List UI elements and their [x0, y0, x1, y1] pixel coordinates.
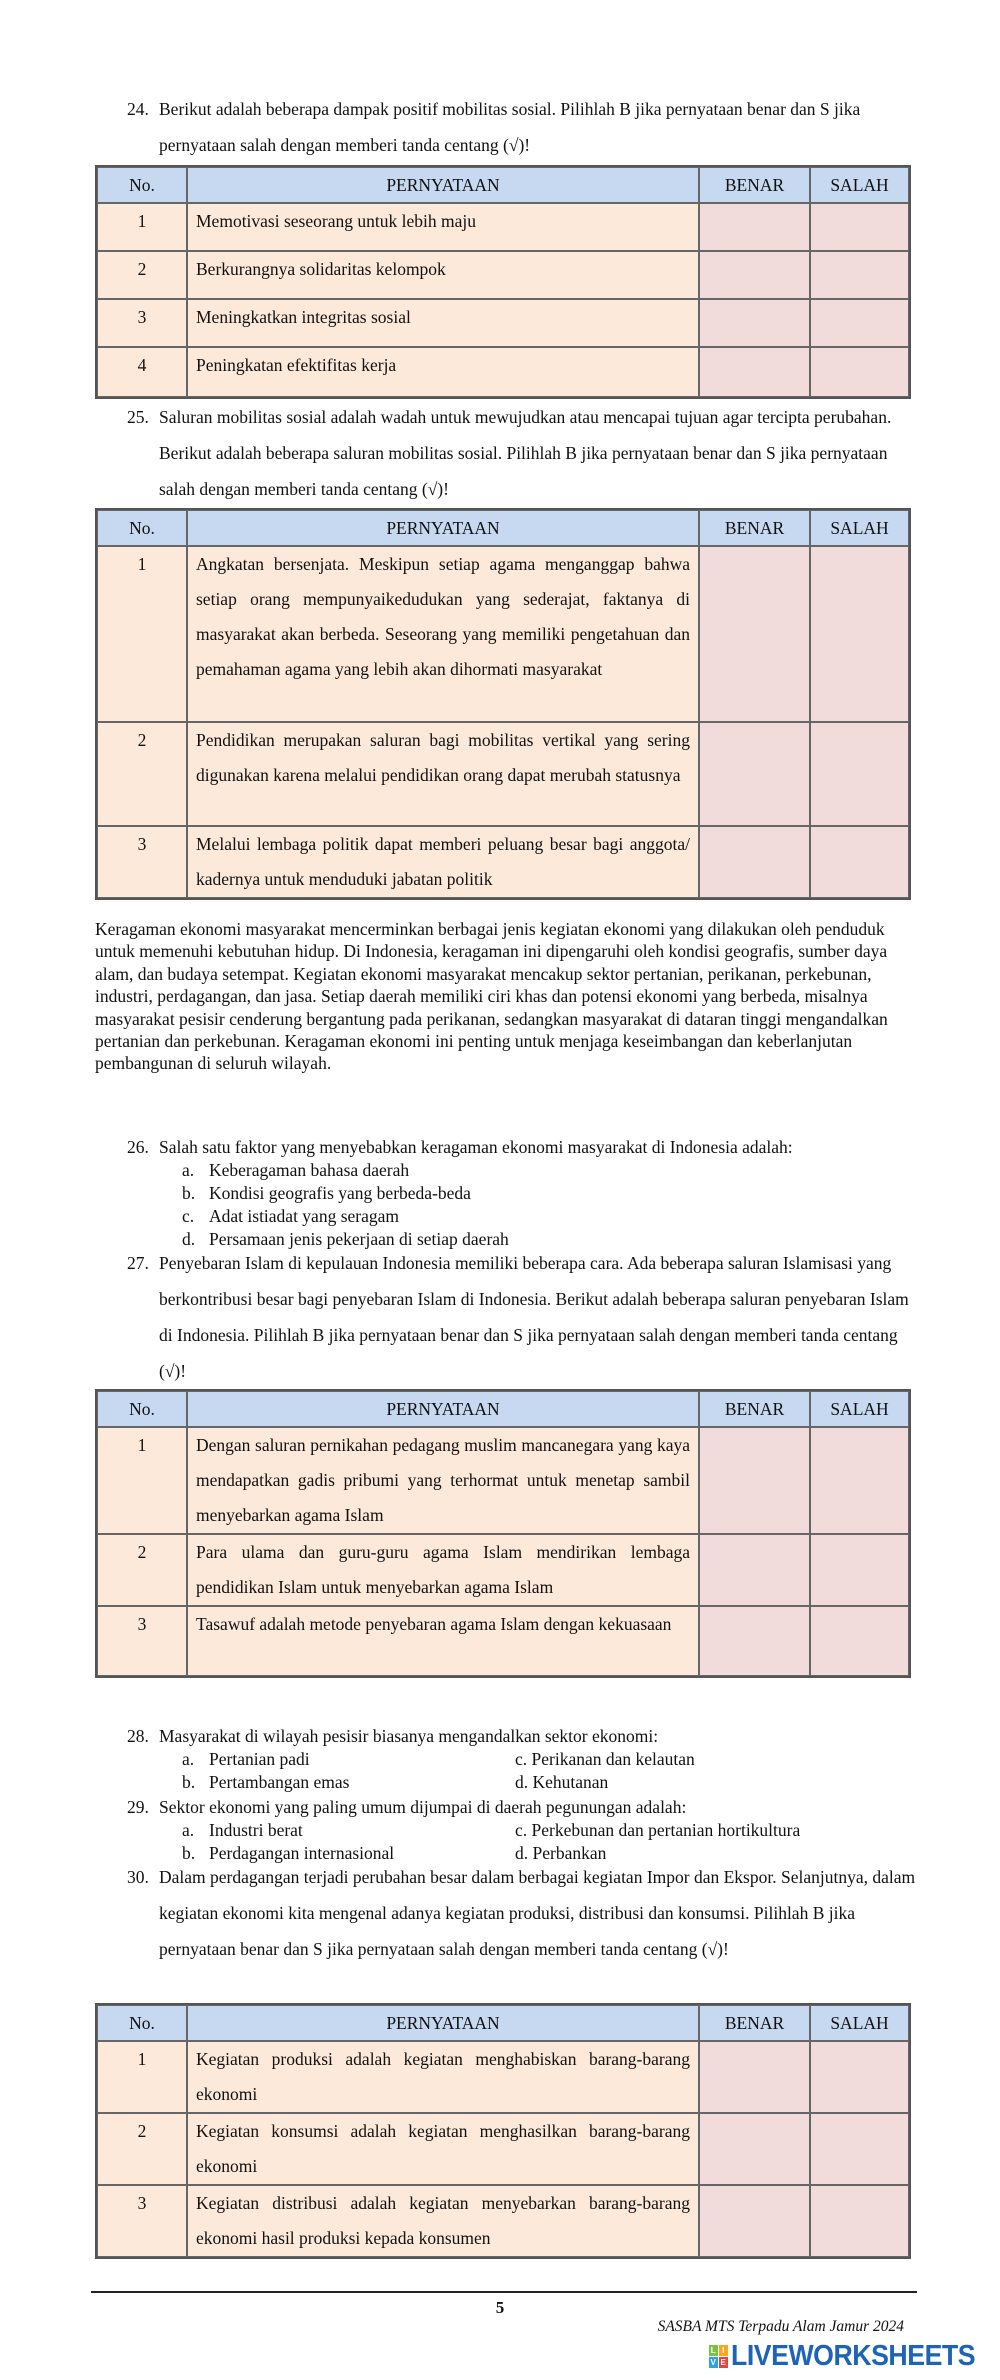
option-c[interactable]: c. Adat istiadat yang seragam — [182, 1206, 400, 1226]
answer-benar-cell[interactable] — [699, 546, 810, 722]
answer-salah-cell[interactable] — [810, 1606, 909, 1676]
answer-salah-cell[interactable] — [810, 299, 909, 347]
option-d[interactable]: d. Perbankan — [515, 1843, 607, 1863]
question-number: 29. — [127, 1797, 149, 1817]
table-row — [97, 2113, 909, 2185]
row-number: 3 — [97, 1606, 187, 1676]
question-25 — [127, 399, 917, 507]
table-row — [97, 2185, 909, 2257]
answer-benar-cell[interactable] — [699, 826, 810, 898]
row-number: 3 — [97, 826, 187, 898]
table-row — [97, 299, 909, 347]
answer-benar-cell[interactable] — [699, 722, 810, 826]
option-d[interactable]: d. Persamaan jenis pekerjaan di setiap daerah — [182, 1229, 509, 1249]
row-number: 2 — [97, 1534, 187, 1606]
table-row — [97, 1427, 909, 1534]
answer-salah-cell[interactable] — [810, 2185, 909, 2257]
question-number: 24. — [127, 99, 149, 119]
header-true: BENAR — [699, 510, 810, 546]
table-row — [97, 2041, 909, 2113]
table-header-row — [97, 167, 909, 203]
answer-benar-cell[interactable] — [699, 2041, 810, 2113]
table-row — [97, 546, 909, 722]
question-text: Sektor ekonomi yang paling umum dijumpai di daerah pegunungan adalah: — [159, 1797, 687, 1817]
header-no: No. — [97, 167, 187, 203]
school-credit: SASBA MTS Terpadu Alam Jamur 2024 — [657, 2318, 904, 2335]
answer-benar-cell[interactable] — [699, 2185, 810, 2257]
options-q28 — [182, 1748, 882, 1794]
option-a[interactable]: a. Pertanian padi c. Perikanan dan kelautan — [182, 1749, 695, 1769]
answer-salah-cell[interactable] — [810, 546, 909, 722]
question-number: 30. — [127, 1867, 149, 1887]
row-number: 1 — [97, 1427, 187, 1534]
question-27 — [127, 1245, 917, 1389]
row-statement: Kegiatan konsumsi adalah kegiatan menghasilkan barang-barang ekonomi — [187, 2113, 699, 2185]
option-b[interactable]: b. Perdagangan internasional d. Perbankan — [182, 1843, 607, 1863]
header-true: BENAR — [699, 2005, 810, 2041]
answer-benar-cell[interactable] — [699, 347, 810, 397]
header-false: SALAH — [810, 167, 909, 203]
header-no: No. — [97, 2005, 187, 2041]
header-no: No. — [97, 510, 187, 546]
page-number: 5 — [495, 2298, 505, 2317]
table-q30 — [95, 2003, 911, 2259]
option-c[interactable]: c. Perkebunan dan pertanian hortikultura — [515, 1820, 801, 1840]
table-row — [97, 1534, 909, 1606]
answer-benar-cell[interactable] — [699, 1534, 810, 1606]
question-text: Berikut adalah beberapa dampak positif mobilitas sosial. Pilihlah B jika pernyataan benar dan S jika pernyataan salah dengan memberi tanda centang (√)! — [159, 99, 861, 155]
row-statement: Angkatan bersenjata. Meskipun setiap agama menganggap bahwa setiap orang mempunyaikedudukan yang sederajat, faktanya di masyarakat akan berbeda. Seseorang yang memiliki pengetahuan dan pemahaman agama yang lebih akan dihormati masyarakat — [187, 546, 699, 722]
question-26 — [127, 1136, 917, 1159]
option-b[interactable]: b. Kondisi geografis yang berbeda-beda — [182, 1183, 471, 1203]
header-no: No. — [97, 1391, 187, 1427]
table-row — [97, 347, 909, 397]
answer-salah-cell[interactable] — [810, 1534, 909, 1606]
answer-salah-cell[interactable] — [810, 2041, 909, 2113]
liveworksheets-logo: L I V E LIVEWORKSHEETS — [710, 2340, 975, 2372]
row-number: 2 — [97, 251, 187, 299]
question-24 — [127, 91, 917, 163]
row-statement: Pendidikan merupakan saluran bagi mobilitas vertikal yang sering digunakan karena melalui pendidikan orang dapat merubah statusnya — [187, 722, 699, 826]
answer-salah-cell[interactable] — [810, 2113, 909, 2185]
table-row — [97, 251, 909, 299]
header-false: SALAH — [810, 2005, 909, 2041]
header-false: SALAH — [810, 510, 909, 546]
row-number: 3 — [97, 2185, 187, 2257]
row-number: 1 — [97, 203, 187, 251]
table-row — [97, 203, 909, 251]
row-statement: Dengan saluran pernikahan pedagang muslim mancanegara yang kaya mendapatkan gadis pribumi yang terhormat untuk menetap sambil menyebarkan agama Islam — [187, 1427, 699, 1534]
row-number: 2 — [97, 2113, 187, 2185]
row-statement: Meningkatkan integritas sosial — [187, 299, 699, 347]
answer-benar-cell[interactable] — [699, 1606, 810, 1676]
answer-benar-cell[interactable] — [699, 299, 810, 347]
option-c[interactable]: c. Perikanan dan kelautan — [515, 1749, 695, 1769]
footer-divider — [91, 2291, 917, 2293]
row-statement: Kegiatan produksi adalah kegiatan menghabiskan barang-barang ekonomi — [187, 2041, 699, 2113]
question-text: Dalam perdagangan terjadi perubahan besar dalam berbagai kegiatan Impor dan Ekspor. Selanjutnya, dalam kegiatan ekonomi kita mengenal adanya kegiatan produksi, distribusi dan konsumsi. Pilihlah B jika pernyataan benar dan S jika pernyataan salah dengan memberi tanda centang (√)! — [159, 1867, 916, 1959]
question-29 — [127, 1796, 917, 1819]
row-number: 3 — [97, 299, 187, 347]
table-header-row — [97, 1391, 909, 1427]
question-number: 26. — [127, 1137, 149, 1157]
row-number: 1 — [97, 2041, 187, 2113]
header-statement: PERNYATAAN — [187, 2005, 699, 2041]
header-false: SALAH — [810, 1391, 909, 1427]
header-statement: PERNYATAAN — [187, 510, 699, 546]
answer-benar-cell[interactable] — [699, 251, 810, 299]
header-true: BENAR — [699, 167, 810, 203]
question-number: 25. — [127, 407, 149, 427]
header-statement: PERNYATAAN — [187, 1391, 699, 1427]
table-q24 — [95, 165, 911, 399]
option-a[interactable]: a. Keberagaman bahasa daerah — [182, 1160, 410, 1180]
question-text: Penyebaran Islam di kepulauan Indonesia memiliki beberapa cara. Ada beberapa saluran Islamisasi yang berkontribusi besar bagi penyebaran Islam di Indonesia. Berikut adalah beberapa saluran penyebaran Islam di Indonesia. Pilihlah B jika pernyataan benar dan S jika pernyataan salah dengan memberi tanda centang (√)! — [159, 1253, 909, 1381]
row-statement: Peningkatan efektifitas kerja — [187, 347, 699, 397]
row-statement: Memotivasi seseorang untuk lebih maju — [187, 203, 699, 251]
answer-salah-cell[interactable] — [810, 826, 909, 898]
options-q26 — [182, 1159, 509, 1251]
answer-benar-cell[interactable] — [699, 203, 810, 251]
header-statement: PERNYATAAN — [187, 167, 699, 203]
row-statement: Berkurangnya solidaritas kelompok — [187, 251, 699, 299]
question-30 — [127, 1859, 917, 1967]
question-number: 27. — [127, 1253, 149, 1273]
answer-salah-cell[interactable] — [810, 347, 909, 397]
reading-passage: Keragaman ekonomi masyarakat mencerminkan berbagai jenis kegiatan ekonomi yang dilakukan oleh penduduk untuk memenuhi kebutuhan hidup. Di Indonesia, keragaman ini dipengaruhi oleh kondisi geografis, sumber daya alam, dan budaya setempat. Kegiatan ekonomi masyarakat mencakup sektor pertanian, perikanan, perkebunan, industri, perdagangan, dan jasa. Setiap daerah memiliki ciri khas dan potensi ekonomi yang berbeda, misalnya masyarakat pesisir cenderung bergantung pada perikanan, sedangkan masyarakat di dataran tinggi mengandalkan pertanian dan perkebunan. Keragaman ekonomi ini penting untuk menjaga keseimbangan dan keberlanjutan pembangunan di seluruh wilayah. — [95, 919, 888, 1074]
table-row — [97, 826, 909, 898]
question-text: Salah satu faktor yang menyebabkan keragaman ekonomi masyarakat di Indonesia adalah: — [159, 1137, 793, 1157]
option-a[interactable]: a. Industri berat c. Perkebunan dan pertanian hortikultura — [182, 1820, 801, 1840]
answer-salah-cell[interactable] — [810, 251, 909, 299]
option-d[interactable]: d. Kehutanan — [515, 1772, 609, 1792]
table-q27 — [95, 1389, 911, 1678]
row-statement: Para ulama dan guru-guru agama Islam mendirikan lembaga pendidikan Islam untuk menyebarkan agama Islam — [187, 1534, 699, 1606]
option-b[interactable]: b. Pertambangan emas d. Kehutanan — [182, 1772, 609, 1792]
table-q25 — [95, 508, 911, 900]
question-number: 28. — [127, 1726, 149, 1746]
question-28 — [127, 1725, 917, 1748]
answer-salah-cell[interactable] — [810, 1427, 909, 1534]
question-text: Masyarakat di wilayah pesisir biasanya mengandalkan sektor ekonomi: — [159, 1726, 659, 1746]
row-number: 2 — [97, 722, 187, 826]
answer-benar-cell[interactable] — [699, 1427, 810, 1534]
row-statement: Tasawuf adalah metode penyebaran agama Islam dengan kekuasaan — [187, 1606, 699, 1676]
answer-salah-cell[interactable] — [810, 203, 909, 251]
row-number: 1 — [97, 546, 187, 722]
answer-salah-cell[interactable] — [810, 722, 909, 826]
logo-blocks-icon: L I V E — [710, 2346, 726, 2367]
question-text: Saluran mobilitas sosial adalah wadah untuk mewujudkan atau mencapai tujuan agar tercipta perubahan. Berikut adalah beberapa saluran mobilitas sosial. Pilihlah B jika pernyataan benar dan S jika pernyataan salah dengan memberi tanda centang (√)! — [159, 407, 892, 499]
row-statement: Melalui lembaga politik dapat memberi peluang besar bagi anggota/ kadernya untuk menduduki jabatan politik — [187, 826, 699, 898]
table-header-row — [97, 510, 909, 546]
row-statement: Kegiatan distribusi adalah kegiatan menyebarkan barang-barang ekonomi hasil produksi kepada konsumen — [187, 2185, 699, 2257]
table-row — [97, 1606, 909, 1676]
row-number: 4 — [97, 347, 187, 397]
table-row — [97, 722, 909, 826]
answer-benar-cell[interactable] — [699, 2113, 810, 2185]
table-header-row — [97, 2005, 909, 2041]
header-true: BENAR — [699, 1391, 810, 1427]
